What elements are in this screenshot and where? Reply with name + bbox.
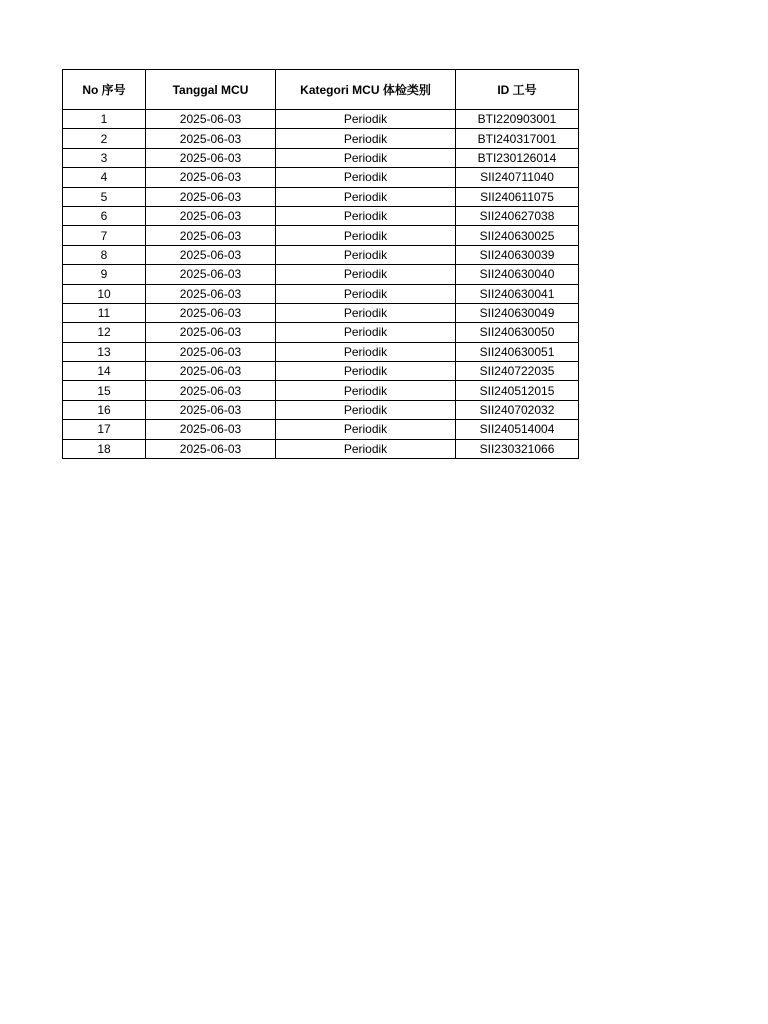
cell-id: SII240630051 <box>456 342 579 361</box>
cell-id: SII240630039 <box>456 245 579 264</box>
cell-tanggal-mcu: 2025-06-03 <box>146 206 276 225</box>
table-row <box>63 129 579 148</box>
cell-id: SII240630041 <box>456 284 579 303</box>
cell-id: SII240711040 <box>456 168 579 187</box>
cell-id: SII240630025 <box>456 226 579 245</box>
table-row <box>63 187 579 206</box>
cell-kategori-mcu: Periodik <box>276 381 456 400</box>
cell-id: SII240702032 <box>456 400 579 419</box>
cell-tanggal-mcu: 2025-06-03 <box>146 168 276 187</box>
cell-tanggal-mcu: 2025-06-03 <box>146 323 276 342</box>
cell-id: SII240630040 <box>456 265 579 284</box>
cell-kategori-mcu: Periodik <box>276 342 456 361</box>
cell-tanggal-mcu: 2025-06-03 <box>146 439 276 458</box>
table-row <box>63 400 579 419</box>
cell-no: 11 <box>63 303 146 322</box>
table-row <box>63 206 579 225</box>
cell-id: SII240627038 <box>456 206 579 225</box>
cell-tanggal-mcu: 2025-06-03 <box>146 148 276 167</box>
table-row <box>63 303 579 322</box>
table-row <box>63 342 579 361</box>
cell-no: 3 <box>63 148 146 167</box>
cell-kategori-mcu: Periodik <box>276 265 456 284</box>
cell-kategori-mcu: Periodik <box>276 420 456 439</box>
cell-id: SII230321066 <box>456 439 579 458</box>
cell-no: 16 <box>63 400 146 419</box>
cell-tanggal-mcu: 2025-06-03 <box>146 400 276 419</box>
cell-id: SII240514004 <box>456 420 579 439</box>
header-row <box>63 70 579 110</box>
cell-id: SII240630049 <box>456 303 579 322</box>
cell-no: 17 <box>63 420 146 439</box>
mcu-table <box>62 69 579 459</box>
document-sheet <box>62 69 578 459</box>
table-row <box>63 110 579 129</box>
cell-kategori-mcu: Periodik <box>276 284 456 303</box>
cell-no: 5 <box>63 187 146 206</box>
cell-tanggal-mcu: 2025-06-03 <box>146 187 276 206</box>
table-row <box>63 148 579 167</box>
cell-kategori-mcu: Periodik <box>276 129 456 148</box>
cell-tanggal-mcu: 2025-06-03 <box>146 265 276 284</box>
cell-no: 18 <box>63 439 146 458</box>
cell-id: BTI220903001 <box>456 110 579 129</box>
cell-no: 1 <box>63 110 146 129</box>
cell-no: 12 <box>63 323 146 342</box>
cell-id: SII240630050 <box>456 323 579 342</box>
cell-tanggal-mcu: 2025-06-03 <box>146 245 276 264</box>
table-row <box>63 381 579 400</box>
table-body <box>63 110 579 459</box>
header-tanggal-mcu: Tanggal MCU <box>146 70 276 110</box>
cell-tanggal-mcu: 2025-06-03 <box>146 226 276 245</box>
table-row <box>63 265 579 284</box>
header-id: ID 工号 <box>456 70 579 110</box>
cell-id: SII240512015 <box>456 381 579 400</box>
cell-tanggal-mcu: 2025-06-03 <box>146 129 276 148</box>
table-row <box>63 362 579 381</box>
table-row <box>63 323 579 342</box>
cell-tanggal-mcu: 2025-06-03 <box>146 303 276 322</box>
cell-kategori-mcu: Periodik <box>276 439 456 458</box>
cell-kategori-mcu: Periodik <box>276 168 456 187</box>
cell-kategori-mcu: Periodik <box>276 206 456 225</box>
cell-id: BTI230126014 <box>456 148 579 167</box>
cell-tanggal-mcu: 2025-06-03 <box>146 342 276 361</box>
cell-id: SII240722035 <box>456 362 579 381</box>
cell-id: SII240611075 <box>456 187 579 206</box>
table-row <box>63 420 579 439</box>
cell-no: 4 <box>63 168 146 187</box>
table-row <box>63 168 579 187</box>
cell-tanggal-mcu: 2025-06-03 <box>146 420 276 439</box>
table-row <box>63 226 579 245</box>
cell-kategori-mcu: Periodik <box>276 303 456 322</box>
cell-kategori-mcu: Periodik <box>276 226 456 245</box>
cell-tanggal-mcu: 2025-06-03 <box>146 362 276 381</box>
table-row <box>63 439 579 458</box>
cell-tanggal-mcu: 2025-06-03 <box>146 110 276 129</box>
cell-no: 15 <box>63 381 146 400</box>
cell-kategori-mcu: Periodik <box>276 245 456 264</box>
cell-kategori-mcu: Periodik <box>276 323 456 342</box>
cell-kategori-mcu: Periodik <box>276 400 456 419</box>
cell-no: 8 <box>63 245 146 264</box>
cell-no: 7 <box>63 226 146 245</box>
cell-no: 13 <box>63 342 146 361</box>
cell-no: 10 <box>63 284 146 303</box>
cell-kategori-mcu: Periodik <box>276 110 456 129</box>
cell-no: 2 <box>63 129 146 148</box>
header-kategori-mcu: Kategori MCU 体检类别 <box>276 70 456 110</box>
cell-kategori-mcu: Periodik <box>276 148 456 167</box>
header-no: No 序号 <box>63 70 146 110</box>
cell-id: BTI240317001 <box>456 129 579 148</box>
cell-no: 9 <box>63 265 146 284</box>
table-row <box>63 245 579 264</box>
cell-kategori-mcu: Periodik <box>276 187 456 206</box>
cell-no: 14 <box>63 362 146 381</box>
cell-no: 6 <box>63 206 146 225</box>
cell-tanggal-mcu: 2025-06-03 <box>146 381 276 400</box>
cell-kategori-mcu: Periodik <box>276 362 456 381</box>
table-row <box>63 284 579 303</box>
cell-tanggal-mcu: 2025-06-03 <box>146 284 276 303</box>
